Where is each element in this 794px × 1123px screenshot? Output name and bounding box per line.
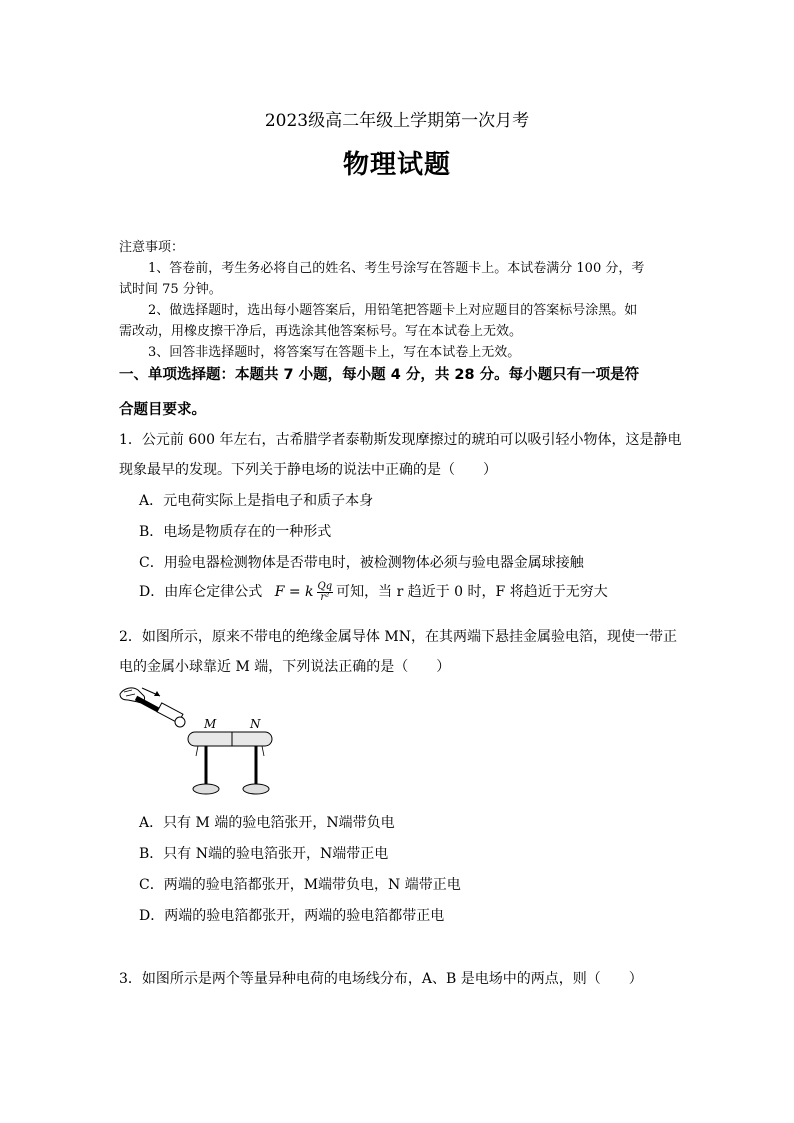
notice-line-3: 3、回答非选择题时，将答案写在答题卡上，写在本试卷上无效。 [148, 345, 521, 360]
section-heading-b: 合题目要求。 [119, 402, 206, 418]
q1-option-c: C．用验电器检测物体是否带电时，被检测物体必须与验电器金属球接触 [139, 555, 584, 571]
electroscope-figure [118, 682, 288, 802]
notice-line-1b: 试时间 75 分钟。 [119, 282, 222, 297]
q2-stem-a: 2．如图所示，原来不带电的绝缘金属导体 MN，在其两端下悬挂金属验电箔，现使一带正 [119, 629, 677, 645]
coulomb-formula-lhs: F = k [274, 584, 314, 600]
q2-option-b: B．只有 N端的验电箔张开，N端带正电 [139, 846, 389, 862]
section-heading-a: 一、单项选择题：本题共 7 小题，每小题 4 分，共 28 分。每小题只有一项是符 [119, 367, 640, 383]
exam-title: 物理试题 [342, 150, 451, 180]
q2-option-c: C．两端的验电箔都张开，M端带负电，N 端带正电 [139, 877, 461, 893]
notice-line-2a: 2、做选择题时，选出每小题答案后，用铅笔把答题卡上对应题目的答案标号涂黑。如 [148, 303, 638, 318]
motion-arrow-icon [142, 688, 160, 696]
q1-option-b: B．电场是物质存在的一种形式 [139, 524, 332, 540]
notice-line-1a: 1、答卷前，考生务必将自己的姓名、考生号涂写在答题卡上。本试卷满分 100 分，考 [148, 261, 645, 276]
q2-option-a: A．只有 M 端的验电箔张开，N端带负电 [139, 815, 395, 831]
notice-line-2b: 需改动，用橡皮擦干净后，再选涂其他答案标号。写在本试卷上无效。 [119, 324, 523, 339]
q2-option-d: D．两端的验电箔都张开，两端的验电箔都带正电 [139, 908, 445, 924]
notice-heading: 注意事项： [119, 240, 185, 255]
exam-subtitle: 2023级高二年级上学期第一次月考 [264, 111, 530, 131]
q1-option-d [139, 581, 608, 603]
formula-denominator: r² [320, 591, 330, 603]
insulated-rod-icon [136, 698, 185, 727]
q1-stem-a: 1．公元前 600 年左右，古希腊学者泰勒斯发现摩擦过的琥珀可以吸引轻小物体，这是静电 [119, 432, 682, 448]
q1-option-d-suffix: 可知，当 r 趋近于 0 时，F 将趋近于无穷大 [336, 584, 608, 600]
q1-option-d-prefix: D．由库仑定律公式 [139, 584, 263, 600]
q2-stem-b: 电的金属小球靠近 M 端，下列说法正确的是（ ） [119, 659, 451, 675]
label-n: N [250, 717, 261, 731]
q3-stem: 3．如图所示是两个等量异种电荷的电场线分布，A、B 是电场中的两点，则（ ） [119, 971, 643, 987]
label-m: M [204, 717, 217, 731]
insulating-stand-icon [193, 746, 269, 794]
q1-option-a: A．元电荷实际上是指电子和质子本身 [139, 493, 374, 509]
metal-conductor-icon [188, 732, 272, 756]
coulomb-formula-fraction [317, 582, 334, 603]
formula-numerator: Qq [317, 580, 333, 592]
q1-stem-b: 现象最早的发现。下列关于静电场的说法中正确的是（ ） [119, 462, 497, 478]
